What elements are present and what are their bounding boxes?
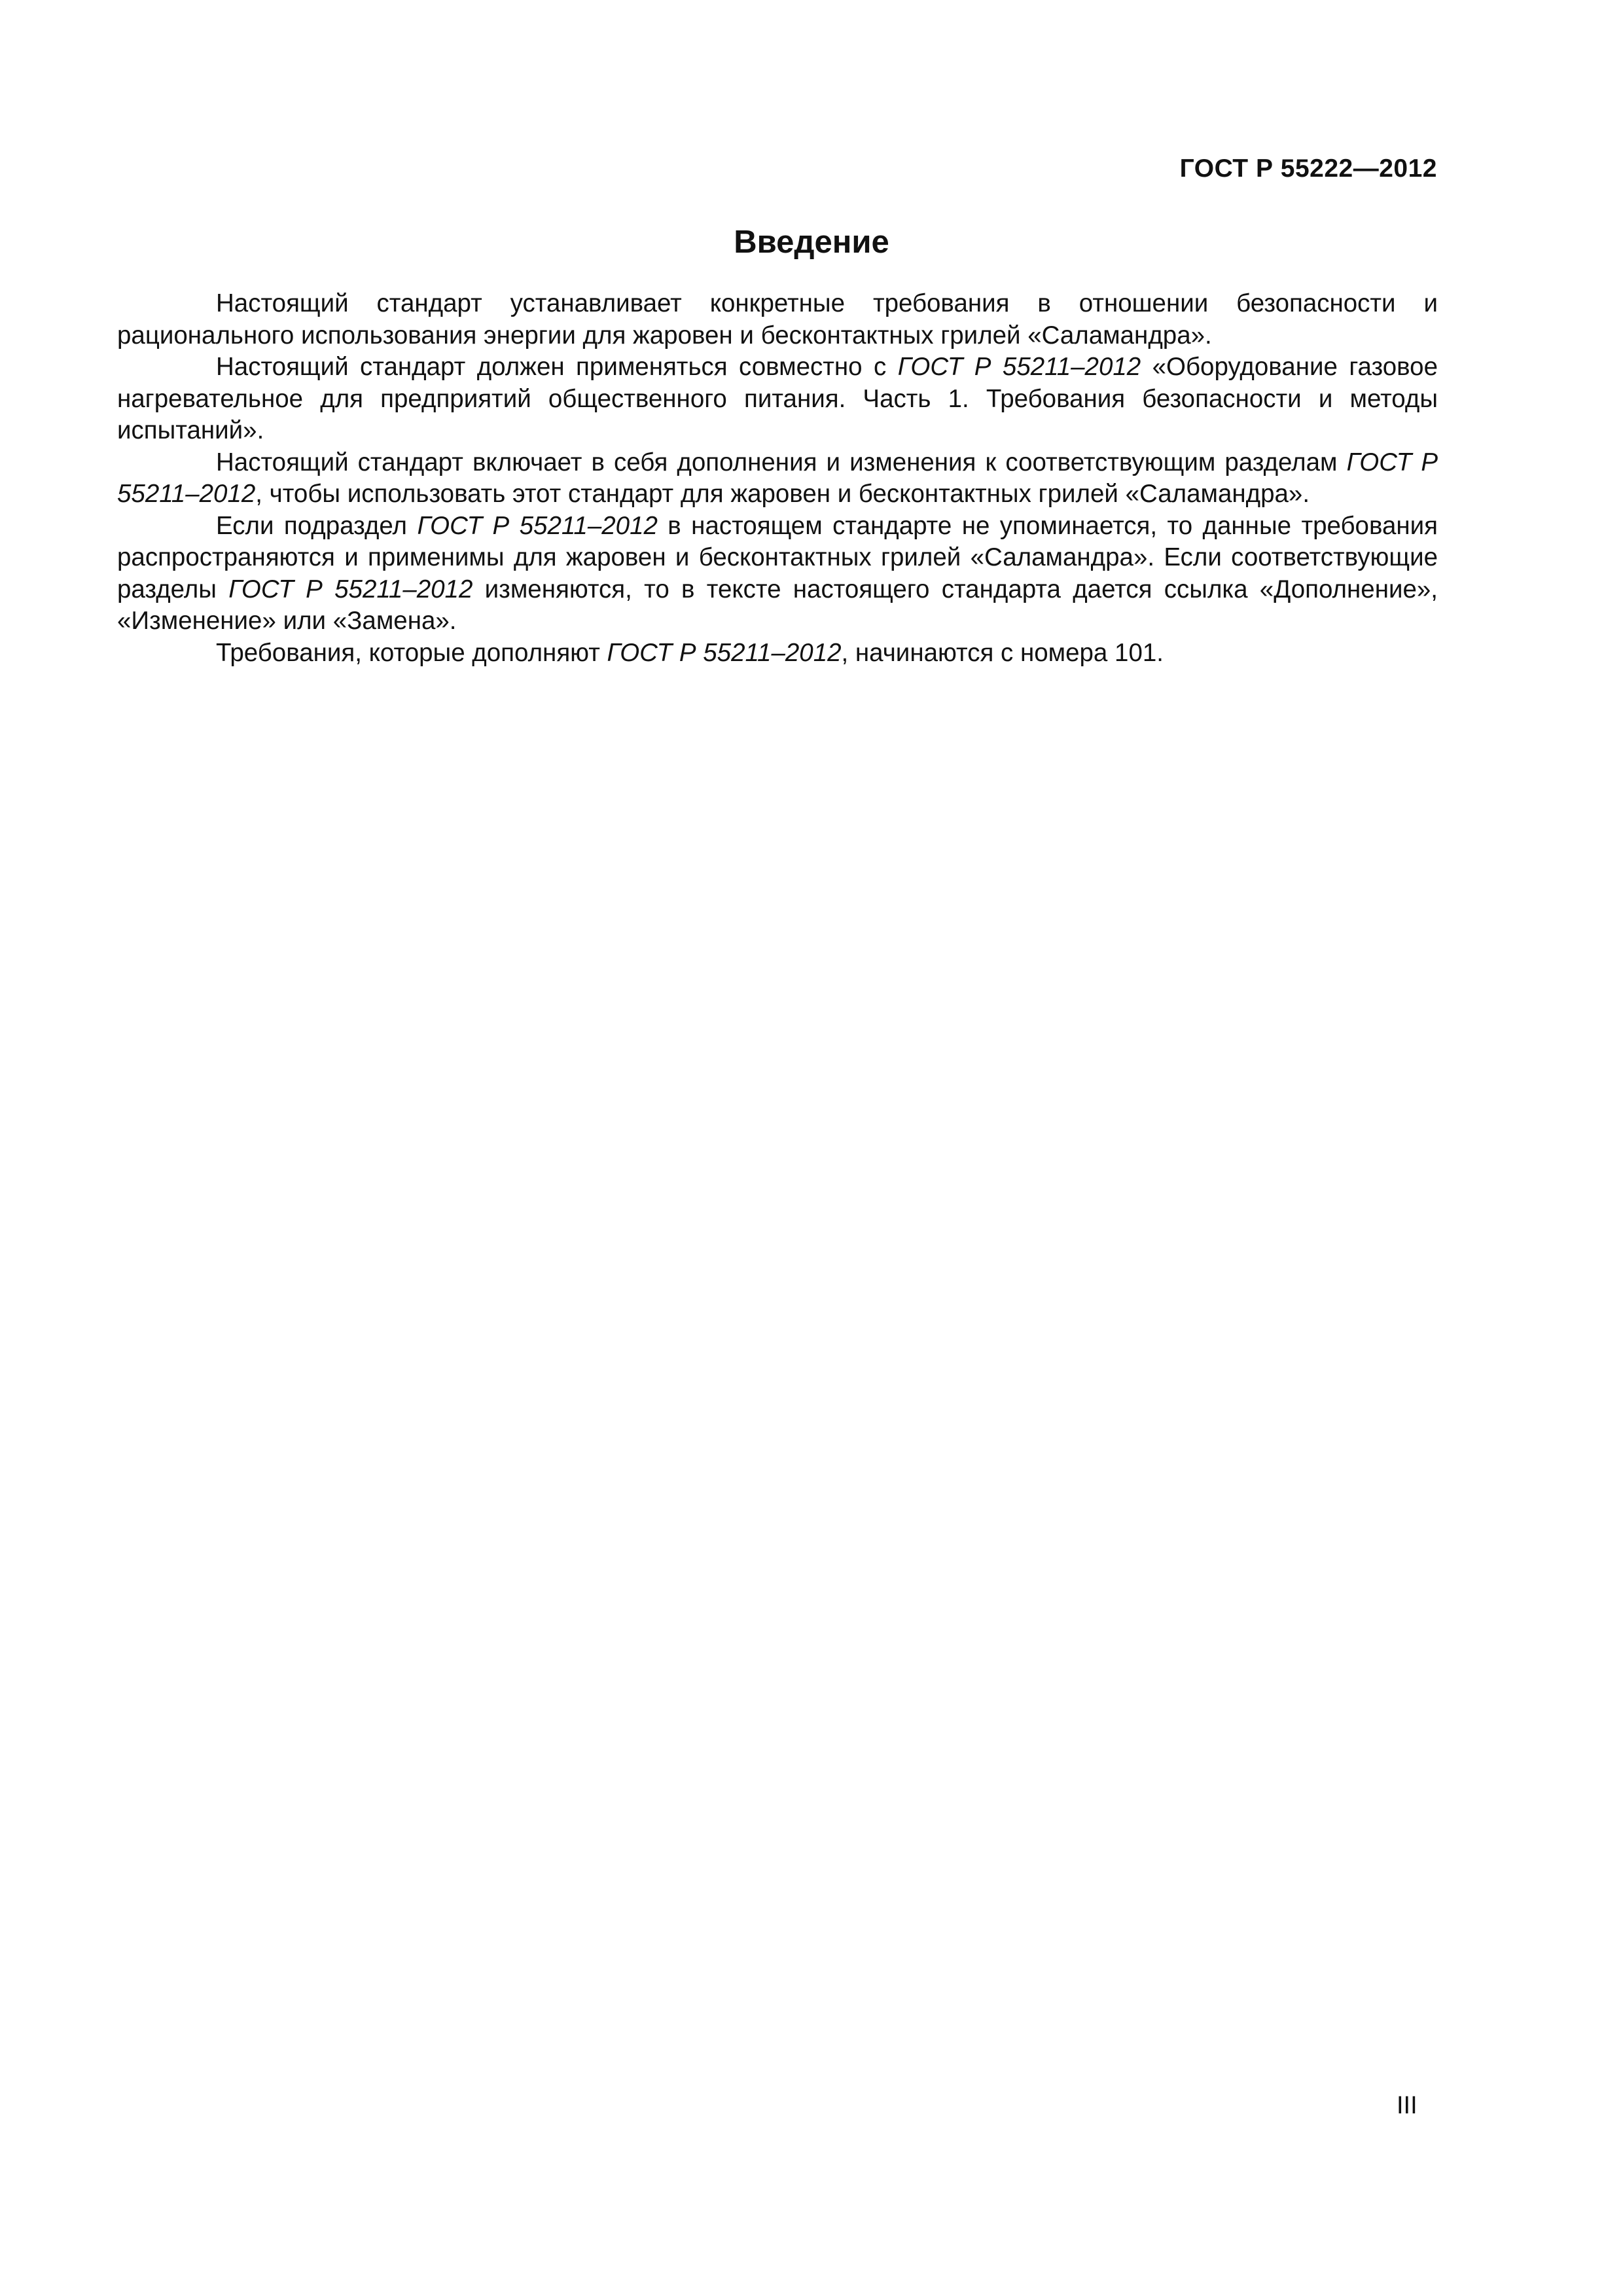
paragraph-text: Настоящий стандарт включает в себя дополнения и изменения к соответствующим разделам xyxy=(216,448,1347,476)
standard-reference: ГОСТ Р 55211–2012 xyxy=(897,353,1141,381)
paragraph-text: «Оборудование газовое нагревательное для предприятий общественного питания. Часть 1. Требования безопасности и методы испытаний». xyxy=(117,353,1438,444)
introduction-body xyxy=(117,288,1438,669)
document-code: ГОСТ Р 55222—2012 xyxy=(1179,154,1437,183)
standard-reference: ГОСТ Р 55211–2012 xyxy=(417,511,658,540)
paragraph-text: Настоящий стандарт должен применяться совместно с xyxy=(216,353,898,381)
paragraph-applicability xyxy=(117,511,1438,637)
section-title: Введение xyxy=(734,224,889,260)
paragraph-scope xyxy=(117,288,1438,351)
paragraph-text: Если подраздел xyxy=(216,511,418,540)
page-number: III xyxy=(1397,2092,1418,2119)
paragraph-numbering xyxy=(117,637,1438,670)
paragraph-text: , начинаются с номера 101. xyxy=(841,638,1164,667)
paragraph-text: Настоящий стандарт устанавливает конкретные требования в отношении безопасности и рационального использования энергии для жаровен и бесконтактных грилей «Саламандра». xyxy=(117,289,1438,350)
standard-reference: ГОСТ Р 55211–2012 xyxy=(607,638,842,667)
paragraph-text: в настоящем стандарте не упоминается, то данные требования распространяются и применимы для жаровен и бесконтактных грилей «Саламандра». Если соответствующие разделы xyxy=(117,511,1438,603)
paragraph-text: изменяются, то в тексте настоящего стандарта дается ссылка «Дополнение», «Изменение» или «Замена». xyxy=(117,575,1438,635)
standard-reference: ГОСТ Р 55211–2012 xyxy=(117,448,1438,508)
paragraph-amendments xyxy=(117,447,1438,511)
paragraph-text: , чтобы использовать этот стандарт для жаровен и бесконтактных грилей «Саламандра». xyxy=(255,480,1310,508)
paragraph-text: Требования, которые дополняют xyxy=(216,638,607,667)
paragraph-usage xyxy=(117,351,1438,447)
standard-reference: ГОСТ Р 55211–2012 xyxy=(228,575,473,603)
